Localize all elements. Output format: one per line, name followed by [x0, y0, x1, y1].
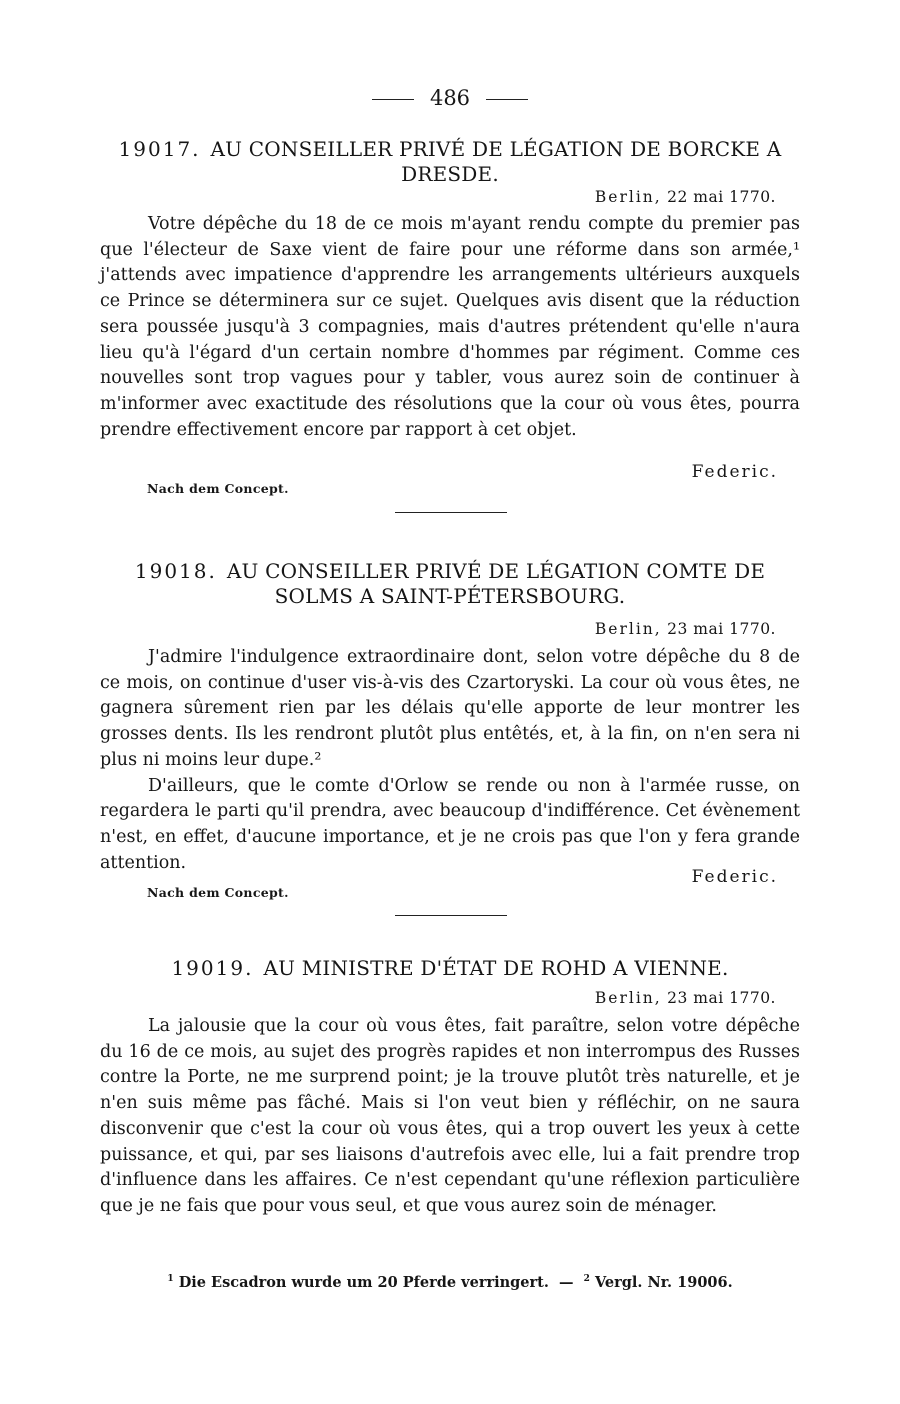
footnote-marker: 2 [583, 1274, 590, 1285]
letter-title: AU CONSEILLER PRIVÉ DE LÉGATION COMTE DE SOLMS A SAINT-PÉTERSBOURG. [226, 559, 766, 608]
letter-number: 19019. [171, 956, 254, 980]
section-divider [395, 915, 507, 916]
letter-dateline-19019 [595, 989, 776, 1007]
dateline-place: Berlin, [594, 989, 662, 1007]
letter-paragraph: J'admire l'indulgence extraordinaire dont, selon votre dépêche du 8 de ce mois, on continue d'user vis-à-vis des Czartoryski. La cour où vous êtes, ne gagnera sûrement rien par les délais qu'elle apporte de leur montrer les grosses dents. Ils les rendront plutôt plus entêtés, et, à la fin, on n'en sera ni plus ni moins leur dupe.² [100, 647, 800, 770]
dateline-place: Berlin, [594, 620, 662, 638]
letter-heading-19018 [100, 559, 800, 609]
letter-heading-19017 [100, 137, 800, 187]
footnote-2: Vergl. Nr. 19006. [594, 1274, 733, 1291]
page-number-rule-left [372, 99, 414, 100]
page-number-rule-right [486, 99, 528, 100]
letter-number: 19018. [134, 559, 217, 583]
letter-body-19018 [100, 645, 800, 876]
letter-source-19018: Nach dem Concept. [147, 885, 289, 900]
letter-dateline-19018 [595, 620, 776, 638]
page-number: 486 [0, 86, 900, 110]
dateline-date: 22 mai 1770. [667, 188, 776, 206]
footnote-separator: — [559, 1274, 574, 1291]
letter-signature-19018: Federic. [691, 867, 778, 887]
letter-title: AU MINISTRE D'ÉTAT DE ROHD A VIENNE. [263, 956, 729, 980]
letter-heading-19019 [100, 956, 800, 981]
letter-title: AU CONSEILLER PRIVÉ DE LÉGATION DE BORCKE A DRESDE. [210, 137, 782, 186]
letter-paragraph: D'ailleurs, que le comte d'Orlow se rende ou non à l'armée russe, on regardera le parti qu'il prendra, avec beaucoup d'indifférence. Cet évènement n'est, en effet, d'aucune importance, et je ne crois pas que l'on y fera grande attention. [100, 775, 800, 873]
dateline-date: 23 mai 1770. [667, 620, 776, 638]
footnote-marker: 1 [167, 1274, 174, 1285]
section-divider [395, 512, 507, 513]
letter-number: 19017. [118, 137, 201, 161]
letter-paragraph: La jalousie que la cour où vous êtes, fait paraître, selon votre dépêche du 16 de ce mois, au sujet des progrès rapides et non interrompus des Russes contre la Porte, ne me surprend point; je la trouve plutôt très naturelle, et je n'en suis même pas fâché. Mais si l'on veut bien y réfléchir, on ne saura disconvenir que c'est la cour où vous êtes, qui a trop ouvert les yeux à cette puissance, et qui, par ses liaisons d'autrefois avec elle, lui a fait prendre trop d'influence dans les affaires. Ce n'est cependant qu'une réflexion particulière que je ne fais que pour vous seul, et que vous aurez soin de ménager. [100, 1016, 800, 1216]
letter-dateline-19017 [595, 188, 776, 206]
footnote-1: Die Escadron wurde um 20 Pferde verringert. [178, 1274, 549, 1291]
footnotes [0, 1274, 900, 1291]
letter-body-19019 [100, 1014, 800, 1220]
letter-paragraph: Votre dépêche du 18 de ce mois m'ayant rendu compte du premier pas que l'électeur de Saxe vient de faire pour une réforme dans son armée,¹ j'attends avec impatience d'apprendre les arrangements ultérieurs auxquels ce Prince se déterminera sur ce sujet. Quelques avis disent que la réduction sera poussée jusqu'à 3 compagnies, mais d'autres prétendent qu'elle n'aura lieu qu'à l'égard d'un certain nombre d'hommes par régiment. Comme ces nouvelles sont trop vagues pour y tabler, vous aurez soin de continuer à m'informer avec exactitude des résolutions que la cour où vous êtes, pourra prendre effectivement encore par rapport à cet objet. [100, 214, 800, 440]
letter-signature-19017: Federic. [691, 462, 778, 482]
letter-body-19017 [100, 212, 800, 443]
letter-source-19017: Nach dem Concept. [147, 481, 289, 496]
dateline-date: 23 mai 1770. [667, 989, 776, 1007]
dateline-place: Berlin, [594, 188, 662, 206]
